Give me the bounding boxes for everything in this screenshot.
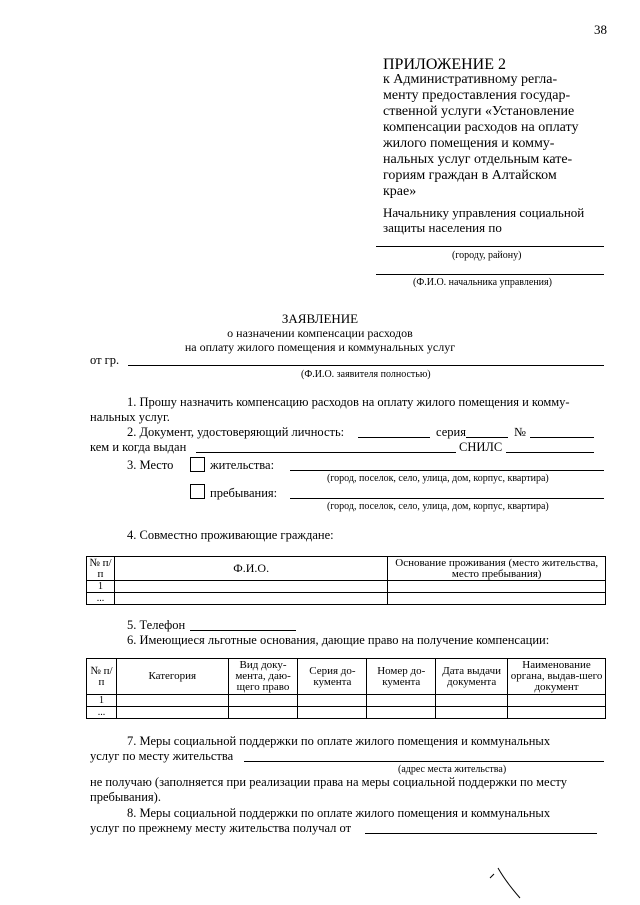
- stay-label: пребывания:: [210, 486, 278, 500]
- stay-address-field[interactable]: [290, 498, 604, 499]
- table-row: [87, 695, 606, 707]
- table-cell[interactable]: [298, 707, 367, 719]
- item-7-line1: 7. Меры социальной поддержки по оплате жилого помещения и коммунальных: [127, 734, 551, 748]
- table-cell[interactable]: [116, 707, 228, 719]
- from-label: от гр.: [90, 353, 120, 367]
- row-number: 1: [87, 695, 117, 707]
- table-cell[interactable]: [367, 707, 436, 719]
- table-cell[interactable]: [228, 695, 298, 707]
- appendix-body: [383, 72, 601, 200]
- residence-place-field[interactable]: [244, 761, 604, 762]
- district-field[interactable]: [376, 246, 604, 247]
- appendix-line: ственной услуги «Установление: [383, 104, 575, 119]
- addressee-line: защиты населения по: [383, 220, 502, 235]
- item-4: 4. Совместно проживающие граждане:: [127, 528, 334, 542]
- column-header: Дата выдачи документа: [436, 659, 508, 695]
- column-header: Серия до-кумента: [298, 659, 367, 695]
- statement-subtitle: на оплату жилого помещения и коммунальных услуг: [184, 340, 456, 354]
- statement-title: ЗАЯВЛЕНИЕ: [281, 311, 359, 326]
- residence-place-caption: (адрес места жительства): [398, 764, 507, 775]
- snils-field[interactable]: [506, 452, 594, 453]
- appendix-line: компенсации расходов на оплату: [383, 120, 579, 135]
- item-8-line2: услуг по прежнему месту жительства получал от: [90, 821, 352, 835]
- place-label: 3. Место: [127, 458, 174, 472]
- item-8-line1: 8. Меры социальной поддержки по оплате жилого помещения и коммунальных: [127, 806, 551, 820]
- item-5-phone: 5. Телефон: [127, 618, 186, 632]
- appendix-title: ПРИЛОЖЕНИЕ 2: [383, 56, 507, 73]
- table-cell[interactable]: [436, 707, 508, 719]
- item-6: 6. Имеющиеся льготные основания, дающие право на получение компенсации:: [127, 633, 550, 647]
- item-1-line1: 1. Прошу назначить компенсацию расходов на оплату жилого помещения и комму-: [127, 395, 570, 409]
- residence-caption: (город, поселок, село, улица, дом, корпус, квартира): [327, 473, 549, 484]
- item-7-line3: не получаю (заполняется при реализации права на меры социальной поддержки по месту: [90, 775, 567, 789]
- number-label: №: [514, 425, 526, 439]
- table-cell[interactable]: [388, 593, 606, 605]
- table-cell[interactable]: [436, 695, 508, 707]
- table-cell[interactable]: [508, 695, 606, 707]
- appendix-line: менту предоставления государ-: [383, 88, 571, 103]
- pen-mark-icon: [484, 864, 524, 900]
- table-cell[interactable]: [298, 695, 367, 707]
- series-label: серия: [436, 425, 466, 439]
- series-field[interactable]: [466, 437, 508, 438]
- residence-address-field[interactable]: [290, 470, 604, 471]
- appendix-line: крае»: [383, 184, 417, 199]
- item-2-doc-label: 2. Документ, удостоверяющий личность:: [127, 425, 345, 439]
- table-row: [87, 593, 606, 605]
- addressee-line: Начальнику управления социальной: [383, 205, 585, 220]
- table-cell[interactable]: [367, 695, 436, 707]
- snils-label: СНИЛС: [459, 440, 503, 454]
- table-row: [87, 581, 606, 593]
- table-header-row: [87, 659, 606, 695]
- column-header: Основание проживания (место жительства, место пребывания): [388, 557, 606, 581]
- table-cell[interactable]: [388, 581, 606, 593]
- column-header: Ф.И.О.: [114, 557, 387, 581]
- issued-label: кем и когда выдан: [90, 440, 187, 454]
- addressee-block: [383, 205, 601, 235]
- applicant-caption: (Ф.И.О. заявителя полностью): [301, 369, 431, 380]
- row-number: 1: [87, 581, 115, 593]
- item-7-line4: пребывания).: [90, 790, 161, 804]
- column-header: № п/п: [87, 557, 115, 581]
- applicant-name-field[interactable]: [128, 365, 604, 366]
- table-cell[interactable]: [114, 593, 387, 605]
- row-number: ...: [87, 707, 117, 719]
- residence-label: жительства:: [210, 458, 275, 472]
- stay-checkbox[interactable]: [190, 484, 205, 499]
- head-name-caption: (Ф.И.О. начальника управления): [413, 277, 552, 288]
- issued-field[interactable]: [196, 452, 456, 453]
- head-name-field[interactable]: [376, 274, 604, 275]
- row-number: ...: [87, 593, 115, 605]
- column-header: Категория: [116, 659, 228, 695]
- table-cell[interactable]: [116, 695, 228, 707]
- table-cell[interactable]: [228, 707, 298, 719]
- page-number: 38: [594, 22, 607, 37]
- benefits-table: [86, 658, 606, 719]
- column-header: Номер до-кумента: [367, 659, 436, 695]
- table-cell[interactable]: [114, 581, 387, 593]
- statement-subtitle: о назначении компенсации расходов: [227, 326, 413, 340]
- number-field[interactable]: [530, 437, 594, 438]
- table-cell[interactable]: [508, 707, 606, 719]
- item-7-line2: услуг по месту жительства: [90, 749, 234, 763]
- column-header: № п/п: [87, 659, 117, 695]
- stay-caption: (город, поселок, село, улица, дом, корпус, квартира): [327, 501, 549, 512]
- column-header: Вид доку-мента, даю-щего право: [228, 659, 298, 695]
- table-row: [87, 707, 606, 719]
- doc-type-field[interactable]: [358, 437, 430, 438]
- district-caption: (городу, району): [452, 250, 522, 261]
- column-header: Наименование органа, выдав-шего документ: [508, 659, 606, 695]
- residence-checkbox[interactable]: [190, 457, 205, 472]
- previous-residence-field[interactable]: [365, 833, 597, 834]
- phone-field[interactable]: [190, 630, 296, 631]
- residents-table: [86, 556, 606, 605]
- table-header-row: [87, 557, 606, 581]
- appendix-line: жилого помещения и комму-: [383, 136, 555, 151]
- appendix-line: к Административному регла-: [383, 72, 558, 87]
- appendix-line: нальных услуг отдельным кате-: [383, 152, 573, 167]
- appendix-line: гориям граждан в Алтайском: [383, 168, 557, 183]
- item-1-line2: нальных услуг.: [90, 410, 170, 424]
